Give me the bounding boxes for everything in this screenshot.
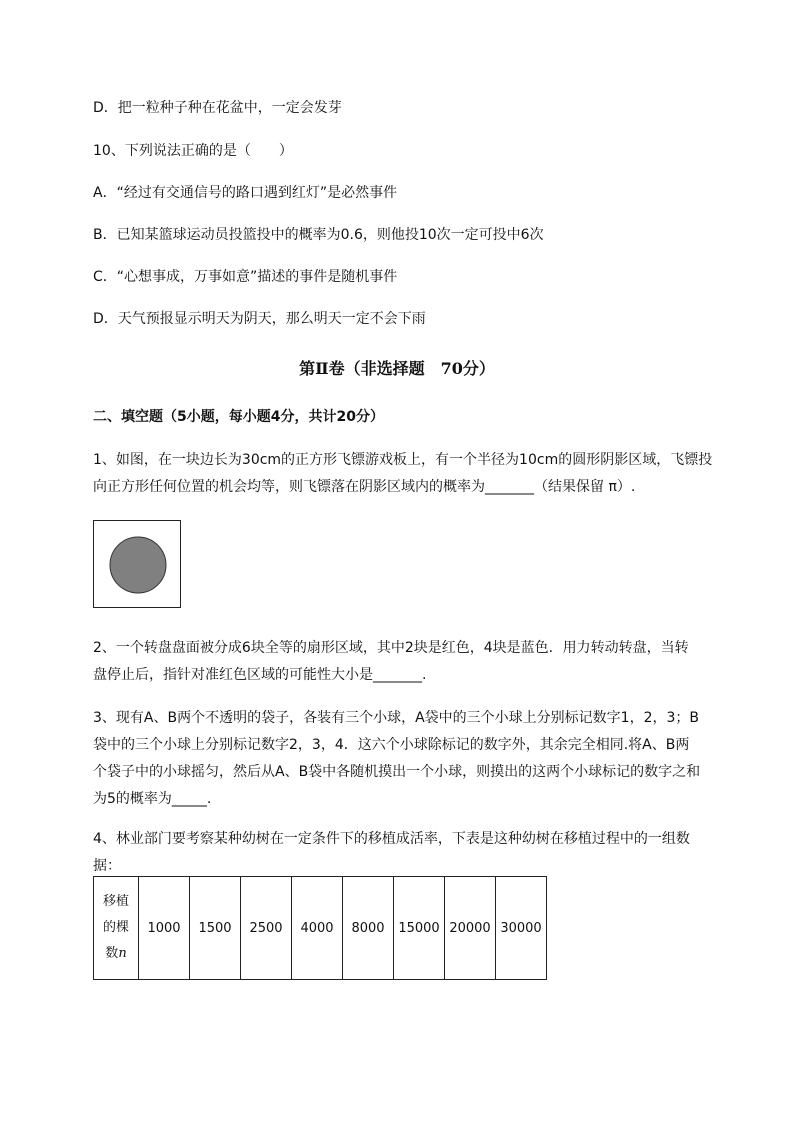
table-header-cell — [94, 877, 139, 980]
table-cell: 15000 — [394, 877, 445, 980]
q9-option-d: D．把一粒种子种在花盆中，一定会发芽 — [93, 100, 342, 116]
fill3-line2: 袋中的三个小球上分别标记数字2，3，4．这六个小球除标记的数字外，其余完全相同.将A、B两 — [93, 737, 690, 753]
fill3-line4: 为5的概率为_____. — [93, 791, 212, 807]
header-variable: n — [118, 946, 127, 961]
table-cell: 4000 — [292, 877, 343, 980]
header-line2: 的棵 — [102, 920, 129, 935]
fill1-line2: 向正方形任何位置的机会均等，则飞镖落在阴影区域内的概率为_______（结果保留 π）. — [93, 479, 636, 495]
fill2-line1: 2、一个转盘盘面被分成6块全等的扇形区域，其中2块是红色，4块是蓝色．用力转动转盘，当转 — [93, 640, 689, 656]
q10-option-d: D．天气预报显示明天为阴天，那么明天一定不会下雨 — [93, 311, 426, 327]
dartboard-svg — [94, 521, 182, 609]
q10-option-c: C．“心想事成，万事如意”描述的事件是随机事件 — [93, 269, 398, 285]
table-cell: 8000 — [343, 877, 394, 980]
dartboard-figure — [93, 520, 181, 608]
fill4-line2: 据： — [93, 858, 121, 874]
transplant-table — [93, 876, 547, 980]
fill1-line1: 1、如图，在一块边长为30cm的正方形飞镖游戏板上，有一个半径为10cm的圆形阴影区域，飞镖投 — [93, 452, 713, 468]
table-cell: 2500 — [241, 877, 292, 980]
q10-stem: 10、下列说法正确的是（ ） — [93, 143, 293, 159]
section-title: 第Ⅱ卷（非选择题 70分） — [299, 359, 495, 378]
header-line1: 移植 — [102, 894, 129, 909]
fill2-line2: 盘停止后，指针对准红色区域的可能性大小是_______. — [93, 667, 427, 683]
fill4-line1: 4、林业部门要考察某种幼树在一定条件下的移植成活率，下表是这种幼树在移植过程中的一组数 — [93, 831, 690, 847]
table-row — [94, 877, 547, 980]
table-cell: 1000 — [139, 877, 190, 980]
header-line3: 数n — [105, 946, 127, 961]
part2-heading: 二、填空题（5小题，每小题4分，共计20分） — [93, 409, 384, 425]
table-cell: 1500 — [190, 877, 241, 980]
shaded-circle — [110, 537, 166, 593]
table-cell: 20000 — [445, 877, 496, 980]
table-cell: 30000 — [496, 877, 547, 980]
q10-option-a: A．“经过有交通信号的路口遇到红灯”是必然事件 — [93, 185, 398, 201]
q10-option-b: B．已知某篮球运动员投篮投中的概率为0.6，则他投10次一定可投中6次 — [93, 227, 544, 243]
fill3-line3: 个袋子中的小球摇匀，然后从A、B袋中各随机摸出一个小球，则摸出的这两个小球标记的数字之和 — [93, 764, 701, 780]
fill3-line1: 3、现有A、B两个不透明的袋子，各装有三个小球，A袋中的三个小球上分别标记数字1，2，3；B — [93, 710, 699, 726]
